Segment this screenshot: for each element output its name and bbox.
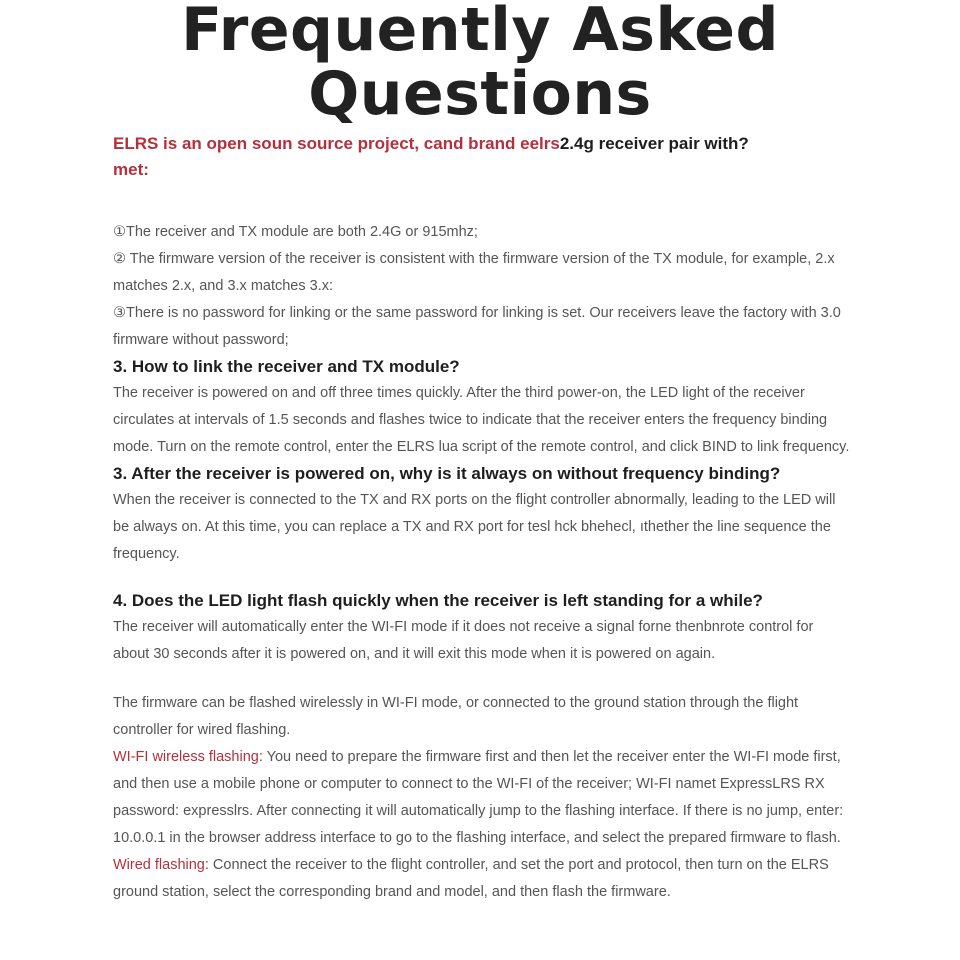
faq-content — [113, 131, 853, 906]
wifi-flashing-text: You need to prepare the firmware first and then let the receiver enter the WI-FI mode first, and then use a mobile phone or computer to connect to the WI-FI of the receiver; WI-FI namet ExpressLRS RX password: expresslrs. After connecting it will automatically jump to the flashing interface. If there is no jump, enter: 10.0.0.1 in the browser address interface to go to the flashing interface, and select the prepared firmware to flash. — [113, 749, 844, 846]
firmware-intro: The firmware can be flashed wirelessly in WI-FI mode, or connected to the ground station through the flight controller for wired flashing. — [113, 695, 799, 738]
wifi-flashing-label: WI-FI wireless flashing: — [113, 749, 263, 765]
condition-3: ③There is no password for linking or the same password for linking is set. Our receivers leave the factory with 3.0 firmware without password; — [113, 305, 841, 348]
question-link: 3. How to link the receiver and TX module? — [113, 357, 460, 376]
intro-question-highlight: ELRS is an open soun source project, cand brand eelrs — [113, 134, 560, 153]
answer-link: The receiver is powered on and off three times quickly. After the third power-on, the LED light of the receiver circulates at intervals of 1.5 seconds and flashes twice to indicate that the receiver enters the frequency binding mode. Turn on the remote control, enter the ELRS lua script of the remote control, and click BIND to link frequency. — [113, 385, 850, 455]
intro-question-text: 2.4g receiver pair with? — [559, 134, 749, 153]
wired-flashing-paragraph — [113, 852, 853, 906]
wired-flashing-text: Connect the receiver to the flight controller, and set the port and protocol, then turn on the ELRS ground station, select the corresponding brand and model, and then flash the firmware. — [113, 857, 829, 900]
condition-1: ①The receiver and TX module are both 2.4G or 915mhz; — [113, 224, 478, 240]
condition-2: ② The firmware version of the receiver is consistent with the firmware version of the TX module, for example, 2.x matches 2.x, and 3.x matches 3.x: — [113, 251, 835, 294]
page-title: Frequently Asked Questions — [181, 0, 779, 129]
wifi-flashing-paragraph — [113, 744, 853, 852]
intro-met-label: met: — [113, 160, 149, 179]
intro-question — [113, 131, 853, 157]
answer-always-on: When the receiver is connected to the TX and RX ports on the flight controller abnormally, leading to the LED will be always on. At this time, you can replace a TX and RX port for tesl hck bhehecl, ıthether the line sequence the frequency. — [113, 492, 836, 562]
question-led-flash: 4. Does the LED light flash quickly when the receiver is left standing for a while? — [113, 591, 763, 610]
wired-flashing-label: Wired flashing: — [113, 857, 209, 873]
answer-led-flash: The receiver will automatically enter the WI-FI mode if it does not receive a signal forne thenbnrote control for about 30 seconds after it is powered on, and it will exit this mode when it is powered on again. — [113, 619, 814, 662]
question-always-on: 3. After the receiver is powered on, why is it always on without frequency binding? — [113, 464, 781, 483]
